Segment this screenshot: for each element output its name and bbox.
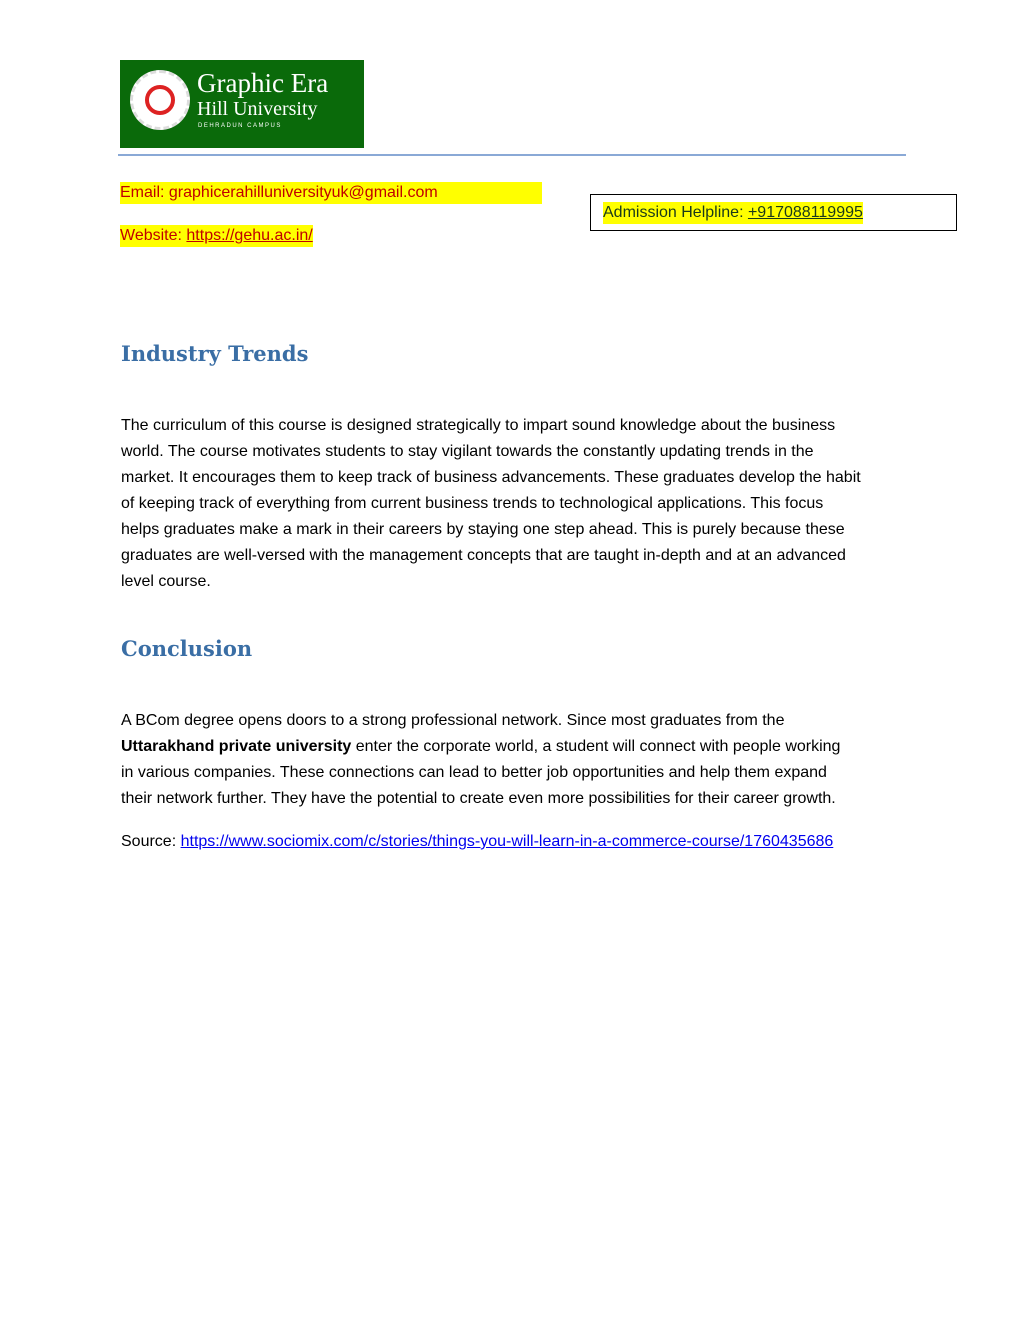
email-line bbox=[120, 182, 542, 204]
seal-icon bbox=[130, 70, 190, 130]
text-line: world. The course motivates students to stay vigilant towards the constantly updating trends in the bbox=[121, 443, 814, 460]
helpline-box bbox=[590, 194, 957, 231]
logo-subtext: Hill University bbox=[197, 98, 318, 120]
source-line bbox=[121, 829, 833, 855]
website-label: Website: bbox=[120, 227, 187, 244]
industry-trends-paragraph bbox=[121, 413, 861, 595]
conclusion-paragraph bbox=[121, 708, 840, 812]
text-line: A BCom degree opens doors to a strong professional network. Since most graduates from the bbox=[121, 712, 785, 729]
text-line bbox=[121, 734, 840, 760]
website-link[interactable]: https://gehu.ac.in/ bbox=[186, 227, 313, 244]
text-span: enter the corporate world, a student will connect with people working bbox=[351, 738, 841, 755]
text-line: their network further. They have the potential to create even more possibilities for their career growth. bbox=[121, 790, 836, 807]
email-value: graphicerahilluniversityuk@gmail.com bbox=[168, 184, 438, 201]
logo-text: Graphic Era bbox=[197, 68, 329, 98]
source-link[interactable]: https://www.sociomix.com/c/stories/things-you-will-learn-in-a-commerce-course/1760435686 bbox=[180, 833, 834, 850]
text-line: of keeping track of everything from current business trends to technological applications. This focus bbox=[121, 495, 824, 512]
logo-campus: DEHRADUN CAMPUS bbox=[198, 123, 282, 129]
helpline-label: Admission Helpline: bbox=[603, 204, 748, 221]
text-line: in various companies. These connections can lead to better job opportunities and help them expand bbox=[121, 764, 827, 781]
email-label: Email: bbox=[120, 184, 169, 201]
text-line: graduates are well-versed with the management concepts that are taught in-depth and at an advanced bbox=[121, 547, 846, 564]
website-line bbox=[120, 225, 313, 247]
text-line: helps graduates make a mark in their careers by staying one step ahead. This is purely because these bbox=[121, 521, 845, 538]
section-heading: Conclusion bbox=[121, 636, 253, 661]
bold-text: Uttarakhand private university bbox=[121, 738, 352, 755]
header-divider bbox=[118, 154, 906, 156]
section-heading: Industry Trends bbox=[121, 341, 309, 366]
text-line: The curriculum of this course is designed strategically to impart sound knowledge about the business bbox=[121, 417, 836, 434]
text-line: level course. bbox=[121, 573, 211, 590]
helpline-link[interactable]: +917088119995 bbox=[747, 204, 863, 221]
text-line: market. It encourages them to keep track of business advancements. These graduates develop the habit bbox=[121, 469, 861, 486]
source-label: Source: bbox=[121, 833, 181, 850]
university-logo bbox=[120, 60, 364, 148]
